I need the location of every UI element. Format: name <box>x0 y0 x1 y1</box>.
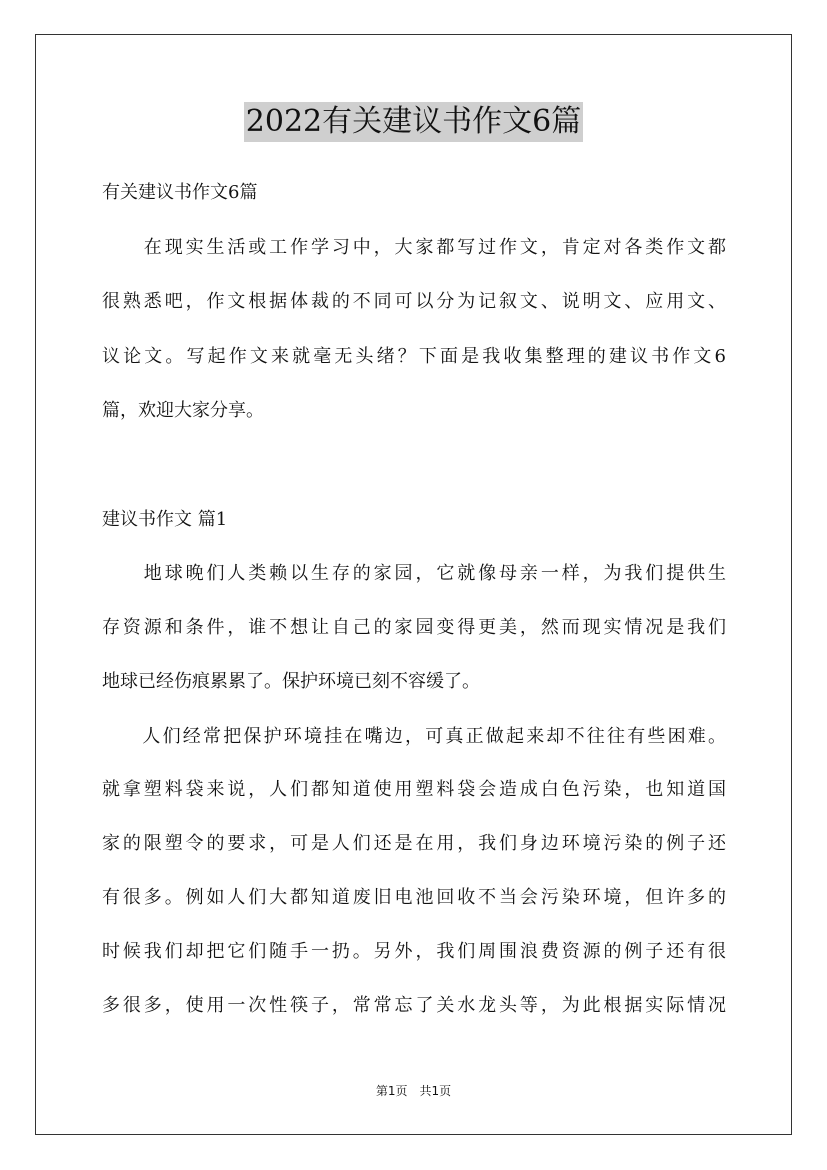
paragraph2-line-6: 多很多，使用一次性筷子，常常忘了关水龙头等，为此根据实际情况 <box>102 995 726 1016</box>
paragraph2-line-3: 家的限塑令的要求，可是人们还是在用，我们身边环境污染的例子还 <box>102 833 726 854</box>
intro-line-4: 篇，欢迎大家分享。 <box>102 400 264 421</box>
page-footer: 第1页 共1页 <box>375 1084 452 1098</box>
paragraph1-line-1: 地球晚们人类赖以生存的家园，它就像母亲一样，为我们提供生 <box>102 563 726 584</box>
paragraph2-line-5: 时候我们却把它们随手一扔。另外，我们周围浪费资源的例子还有很 <box>102 941 726 962</box>
paragraph1-line-3: 地球已经伤痕累累了。保护环境已刻不容缓了。 <box>102 671 480 692</box>
document-subtitle: 有关建议书作文6篇 <box>102 182 258 203</box>
title-container <box>0 102 827 142</box>
paragraph2-line-4: 有很多。例如人们大都知道废旧电池回收不当会污染环境，但许多的 <box>102 887 726 908</box>
document-title: 2022有关建议书作文6篇 <box>244 102 583 142</box>
intro-line-1: 在现实生活或工作学习中，大家都写过作文，肯定对各类作文都 <box>102 237 726 258</box>
intro-line-3: 议论文。写起作文来就毫无头绪？下面是我收集整理的建议书作文6 <box>102 346 726 367</box>
section-heading: 建议书作文 篇1 <box>102 509 228 530</box>
paragraph1-line-2: 存资源和条件，谁不想让自己的家园变得更美，然而现实情况是我们 <box>102 617 726 638</box>
intro-line-2: 很熟悉吧，作文根据体裁的不同可以分为记叙文、说明文、应用文、 <box>102 291 726 312</box>
paragraph2-line-1: 人们经常把保护环境挂在嘴边，可真正做起来却不往往有些困难。 <box>102 726 726 747</box>
paragraph2-line-2: 就拿塑料袋来说，人们都知道使用塑料袋会造成白色污染，也知道国 <box>102 779 726 800</box>
